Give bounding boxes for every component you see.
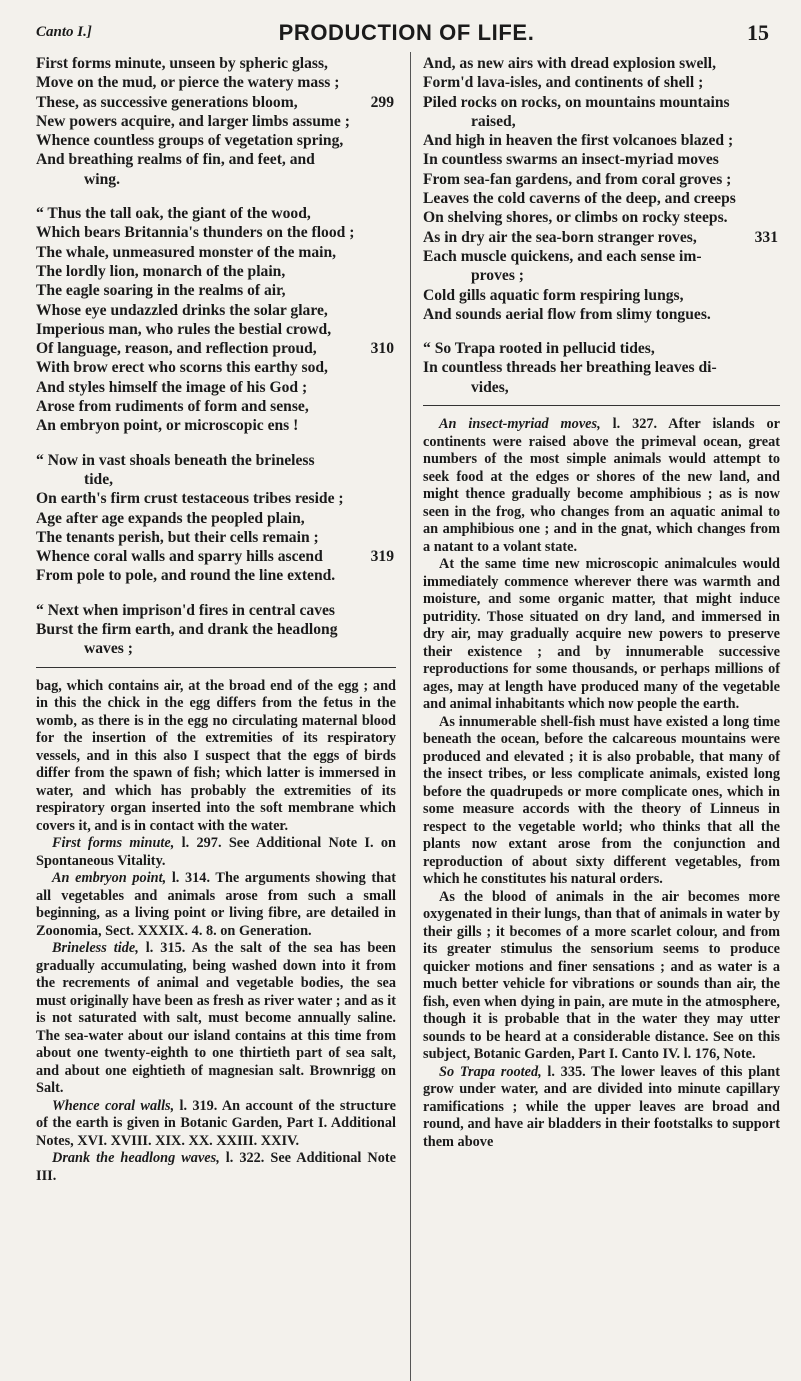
line-number: 331 bbox=[754, 228, 778, 246]
verse-line bbox=[36, 509, 396, 528]
verse-text: An embryon point, or microscopic ens ! bbox=[36, 417, 299, 435]
note-paragraph bbox=[423, 1064, 780, 1152]
verse-line bbox=[36, 54, 396, 73]
right-notes bbox=[423, 416, 780, 1151]
note-lemma: Drank the headlong waves, bbox=[52, 1150, 220, 1167]
note-paragraph bbox=[423, 714, 780, 889]
verse-text: Move on the mud, or pierce the watery mass ; bbox=[36, 74, 340, 92]
stanza-break bbox=[36, 436, 396, 451]
verse-line bbox=[423, 131, 780, 150]
verse-line bbox=[423, 150, 780, 169]
left-column bbox=[36, 54, 396, 1185]
verse-text: The whale, unmeasured monster of the main, bbox=[36, 243, 337, 261]
verse-text: And styles himself the image of his God ; bbox=[36, 378, 308, 396]
stanza-break bbox=[36, 586, 396, 601]
verse-text: In countless swarms an insect-myriad moves bbox=[423, 151, 719, 169]
verse-line bbox=[36, 528, 396, 547]
verse-line bbox=[423, 339, 780, 358]
verse-line bbox=[423, 266, 780, 285]
left-notes bbox=[36, 678, 396, 1186]
verse-line bbox=[36, 281, 396, 300]
verse-text: wing. bbox=[84, 170, 120, 188]
verse-text: Each muscle quickens, and each sense im- bbox=[423, 247, 702, 265]
verse-line bbox=[423, 305, 780, 324]
verse-text: Cold gills aquatic form respiring lungs, bbox=[423, 286, 684, 304]
note-text: bag, which contains air, at the broad end of the egg ; and in this the chick in the egg differs from the fetus in the womb, as there is in the egg no circulating maternal blood for the insertion of the extremities of its respiratory vessels, and in this also I suspect that the eggs of birds differ from the spawn of fish; which latter is immersed in water, and which has probably the extremities of its respiratory organ inserted into the soft membrane which covers it, and is in contact with the water. bbox=[36, 677, 396, 834]
note-paragraph bbox=[36, 678, 396, 836]
verse-text: “ So Trapa rooted in pellucid tides, bbox=[423, 340, 655, 358]
verse-text: And breathing realms of fin, and feet, and bbox=[36, 151, 315, 169]
verse-text: Whose eye undazzled drinks the solar glare, bbox=[36, 301, 328, 319]
note-lemma: So Trapa rooted, bbox=[439, 1063, 542, 1080]
verse-text: Whence countless groups of vegetation spring, bbox=[36, 132, 344, 150]
verse-text: tide, bbox=[84, 470, 114, 488]
verse-text: The lordly lion, monarch of the plain, bbox=[36, 262, 286, 280]
verse-text: Burst the firm earth, and drank the headlong bbox=[36, 621, 338, 639]
verse-text: waves ; bbox=[84, 640, 133, 658]
verse-line bbox=[423, 358, 780, 377]
verse-text: From pole to pole, and round the line extend. bbox=[36, 567, 336, 585]
verse-line bbox=[36, 262, 396, 281]
verse-line bbox=[36, 243, 396, 262]
verse-text: First forms minute, unseen by spheric glass, bbox=[36, 55, 328, 72]
verse-line bbox=[423, 286, 780, 305]
note-lemma: First forms minute, bbox=[52, 835, 175, 852]
verse-line bbox=[423, 247, 780, 266]
verse-line bbox=[36, 131, 396, 150]
verse-line bbox=[36, 378, 396, 397]
note-text: At the same time new microscopic animalcules would immediately commence wherever there was warmth and moisture, and some organic matter, that might induce putridity. Those situated on dry land, and immersed in dry air, may gradually acquire new powers to preserve their existence ; and by innumerable successive reproductions for some thousands, or perhaps millions of ages, may at length have produced many of the vegetable and animal inhabitants which now people the earth. bbox=[423, 556, 780, 713]
note-text: l. 335. The lower leaves of this plant grow under water, and are divided into minute capillary ramifications ; while the upper leaves are broad and round, and have air bladders in their footstalks to support them above bbox=[423, 1063, 780, 1150]
verse-line bbox=[36, 397, 396, 416]
verse-line bbox=[36, 73, 396, 92]
verse-text: And high in heaven the first volcanoes blazed ; bbox=[423, 132, 734, 150]
note-paragraph bbox=[36, 870, 396, 940]
canto-label: Canto I.] bbox=[36, 24, 92, 40]
verse-line bbox=[423, 378, 780, 397]
verse-line bbox=[423, 189, 780, 208]
verse-text: Imperious man, who rules the bestial crowd, bbox=[36, 320, 332, 338]
verse-text: Leaves the cold caverns of the deep, and creeps bbox=[423, 190, 736, 208]
verse-text: “ Next when imprison'd fires in central caves bbox=[36, 601, 335, 619]
verse-text: And sounds aerial flow from slimy tongues. bbox=[423, 305, 711, 323]
verse-text: raised, bbox=[471, 112, 516, 130]
verse-text: Which bears Britannia's thunders on the flood ; bbox=[36, 224, 355, 242]
verse-line bbox=[36, 566, 396, 585]
verse-text: proves ; bbox=[471, 267, 524, 285]
verse-line bbox=[36, 112, 396, 131]
note-paragraph bbox=[36, 1098, 396, 1151]
verse-line bbox=[36, 320, 396, 339]
verse-line bbox=[423, 73, 780, 92]
verse-line bbox=[36, 150, 396, 169]
note-paragraph bbox=[36, 1150, 396, 1185]
verse-line bbox=[36, 358, 396, 377]
right-column bbox=[423, 54, 780, 1151]
note-lemma: Brineless tide, bbox=[52, 940, 139, 957]
note-lemma: An insect-myriad moves, bbox=[439, 416, 601, 433]
verse-line bbox=[423, 54, 780, 73]
verse-line bbox=[36, 170, 396, 189]
verse-line bbox=[36, 620, 396, 639]
verse-line bbox=[36, 93, 396, 112]
verse-line bbox=[423, 228, 780, 247]
verse-text: Age after age expands the peopled plain, bbox=[36, 509, 305, 527]
note-text: As the blood of animals in the air becomes more oxygenated in their lungs, than that of animals in water by their gills ; it becomes of a more scarlet colour, and from its greater stimulus the sensorium seems to produce quicker motions and finer sensations ; and as water is a much better vehicle for vibrations or sounds than air, the fish, even when dying in pain, are mute in the atmosphere, though it is probable that in the water they may utter sounds to be heard at a considerable distance. See on this subject, Botanic Garden, Part I. Canto IV. l. 176, Note. bbox=[423, 888, 780, 1063]
verse-text: With brow erect who scorns this earthy sod, bbox=[36, 359, 328, 377]
verse-line bbox=[36, 470, 396, 489]
verse-text: As in dry air the sea-born stranger roves, bbox=[423, 228, 697, 246]
verse-text: “ Now in vast shoals beneath the brineless bbox=[36, 451, 315, 469]
verse-text: From sea-fan gardens, and from coral groves ; bbox=[423, 170, 732, 188]
verse-line bbox=[423, 112, 780, 131]
note-paragraph bbox=[36, 835, 396, 870]
page-number: 15 bbox=[747, 20, 769, 45]
verse-line bbox=[36, 639, 396, 658]
verse-line bbox=[423, 93, 780, 112]
verse-line bbox=[36, 601, 396, 620]
verse-notes-rule bbox=[423, 405, 780, 406]
verse-text: On shelving shores, or climbs on rocky steeps. bbox=[423, 209, 728, 227]
note-paragraph bbox=[36, 940, 396, 1098]
verse-line bbox=[36, 301, 396, 320]
verse-text: New powers acquire, and larger limbs assume ; bbox=[36, 112, 350, 130]
verse-line bbox=[36, 416, 396, 435]
note-text: l. 297. See Additional Note I. on Spontaneous Vitality. bbox=[36, 835, 396, 869]
verse-line bbox=[36, 547, 396, 566]
verse-text: Of language, reason, and reflection proud, bbox=[36, 340, 317, 358]
verse-text: Form'd lava-isles, and continents of shell ; bbox=[423, 74, 704, 92]
line-number: 299 bbox=[370, 93, 394, 111]
verse-text: And, as new airs with dread explosion swell, bbox=[423, 55, 716, 72]
verse-text: Whence coral walls and sparry hills ascend bbox=[36, 548, 323, 566]
verse-text: “ Thus the tall oak, the giant of the wood, bbox=[36, 205, 311, 223]
note-text: l. 314. The arguments showing that all vegetables and animals arose from such a small beginning, as a living point or living fibre, are detailed in Zoonomia, Sect. XXXIX. 4. 8. on Generation. bbox=[36, 870, 396, 939]
right-verse bbox=[423, 54, 780, 397]
line-number: 310 bbox=[370, 340, 394, 358]
note-text: l. 315. As the salt of the sea has been gradually accumulating, being washed down into it from the recrements of animal and vegetable bodies, the sea must originally have been as fresh as river water ; and as it is not saturated with salt, must become annually saline. The sea-water about our island contains at this time from about one twenty-eighth to one thirtieth part of sea salt, and about one eightieth of magnesian salt. Brownrigg on Salt. bbox=[36, 940, 396, 1097]
note-paragraph bbox=[423, 889, 780, 1064]
verse-line bbox=[423, 208, 780, 227]
note-paragraph bbox=[423, 556, 780, 714]
stanza-break bbox=[423, 324, 780, 339]
verse-text: Piled rocks on rocks, on mountains mountains bbox=[423, 93, 730, 111]
verse-text: vides, bbox=[471, 378, 509, 396]
verse-line bbox=[36, 339, 396, 358]
verse-line bbox=[36, 451, 396, 470]
left-verse bbox=[36, 54, 396, 659]
verse-line bbox=[36, 223, 396, 242]
column-divider bbox=[410, 52, 411, 1381]
note-text: l. 322. See Additional Note III. bbox=[36, 1150, 396, 1184]
page-title: PRODUCTION OF LIFE. bbox=[278, 20, 535, 45]
verse-notes-rule bbox=[36, 667, 396, 668]
note-text: As innumerable shell-fish must have existed a long time beneath the ocean, before the calcareous mountains were produced and elevated ; it is also probable, that many of the insect tribes, or less complicate animals, existed long before the quadrupeds or more complicate ones, which in some measure accords with the theory of Linneus in respect to the vegetable world; who thinks that all the plants now extant arose from the conjunction and reproduction of about sixty different vegetables, from which he constitutes his natural orders. bbox=[423, 713, 780, 888]
note-text: l. 319. An account of the structure of the earth is given in Botanic Garden, Part I. Additional Notes, XVI. XVIII. XIX. XX. XXIII. XXIV. bbox=[36, 1097, 396, 1149]
note-paragraph bbox=[423, 416, 780, 556]
line-number: 319 bbox=[370, 548, 394, 566]
note-lemma: An embryon point, bbox=[52, 870, 167, 887]
verse-text: Arose from rudiments of form and sense, bbox=[36, 398, 309, 416]
stanza-break bbox=[36, 189, 396, 204]
verse-line bbox=[36, 489, 396, 508]
note-lemma: Whence coral walls, bbox=[52, 1097, 175, 1114]
verse-text: On earth's firm crust testaceous tribes reside ; bbox=[36, 490, 344, 508]
verse-text: These, as successive generations bloom, bbox=[36, 93, 298, 111]
verse-text: In countless threads her breathing leaves di- bbox=[423, 359, 717, 377]
verse-text: The eagle soaring in the realms of air, bbox=[36, 282, 286, 300]
page-header bbox=[36, 18, 777, 48]
verse-text: The tenants perish, but their cells remain ; bbox=[36, 528, 319, 546]
note-text: l. 327. After islands or continents were raised above the primeval ocean, great numbers of the most simple animals would attempt to seek food at the edges or shores of the new land, and might thence gradually become amphibious ; as is now seen in the frog, who changes from an aquatic animal to an amphibious one ; and in the gnat, which changes from a natant to a volant state. bbox=[423, 416, 781, 555]
verse-line bbox=[36, 204, 396, 223]
verse-line bbox=[423, 170, 780, 189]
